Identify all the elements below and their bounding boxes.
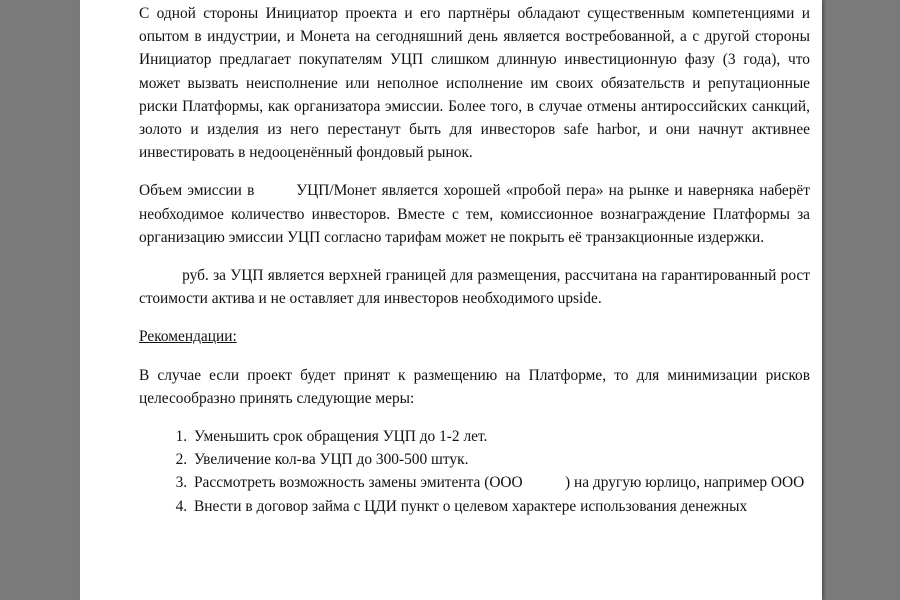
document-content: [139, 0, 814, 518]
paragraph-risks: С одной стороны Инициатор проекта и его партнёры обладают существенным компетенциями и опытом в индустрии, и Монета на сегодняшний день является востребованной, а с другой стороны Инициатор предлагает покупателям УЦП слишком длинную инвестиционную фазу (3 года), что может вызвать неисполнение или неполное исполнение им своих обязательств и репутационные риски Платформы, как организатора эмиссии. Более того, в случае отмены антироссийских санкций, золото и изделия из него перестанут быть для инвесторов safe harbor, и они начнут активнее инвестировать в недооценённый фондовый рынок.: [139, 5, 810, 162]
recommendations-heading: Рекомендации:: [139, 328, 237, 346]
list-item: 3. Рассмотреть возможность замены эмитента (ООО ) на другую юрлицо, например ООО: [191, 471, 810, 494]
document-page: [80, 0, 822, 600]
paragraph-emission-volume: Объем эмиссии в УЦП/Монет является хорошей «пробой пера» на рынке и наверняка наберёт необходимое количество инвесторов. Вместе с тем, комиссионное вознаграждение Платформы за организацию эмиссии УЦП согласно тарифам может не покрыть её транзакционные издержки.: [139, 182, 814, 246]
recommendations-intro: В случае если проект будет принят к размещению на Платформе, то для минимизации рисков целесообразно принять следующие меры:: [139, 366, 810, 407]
list-item: 2. Увеличение кол-ва УЦП до 300-500 штук.: [191, 448, 810, 471]
list-item: 1. Уменьшить срок обращения УЦП до 1-2 лет.: [191, 425, 810, 448]
measures-list: [139, 425, 810, 518]
list-item: 4. Внести в договор займа с ЦДИ пункт о целевом характере использования денежных: [191, 495, 810, 518]
paragraph-price: руб. за УЦП является верхней границей для размещения, рассчитана на гарантированный рост стоимости актива и не оставляет для инвесторов необходимого upside.: [139, 267, 814, 308]
